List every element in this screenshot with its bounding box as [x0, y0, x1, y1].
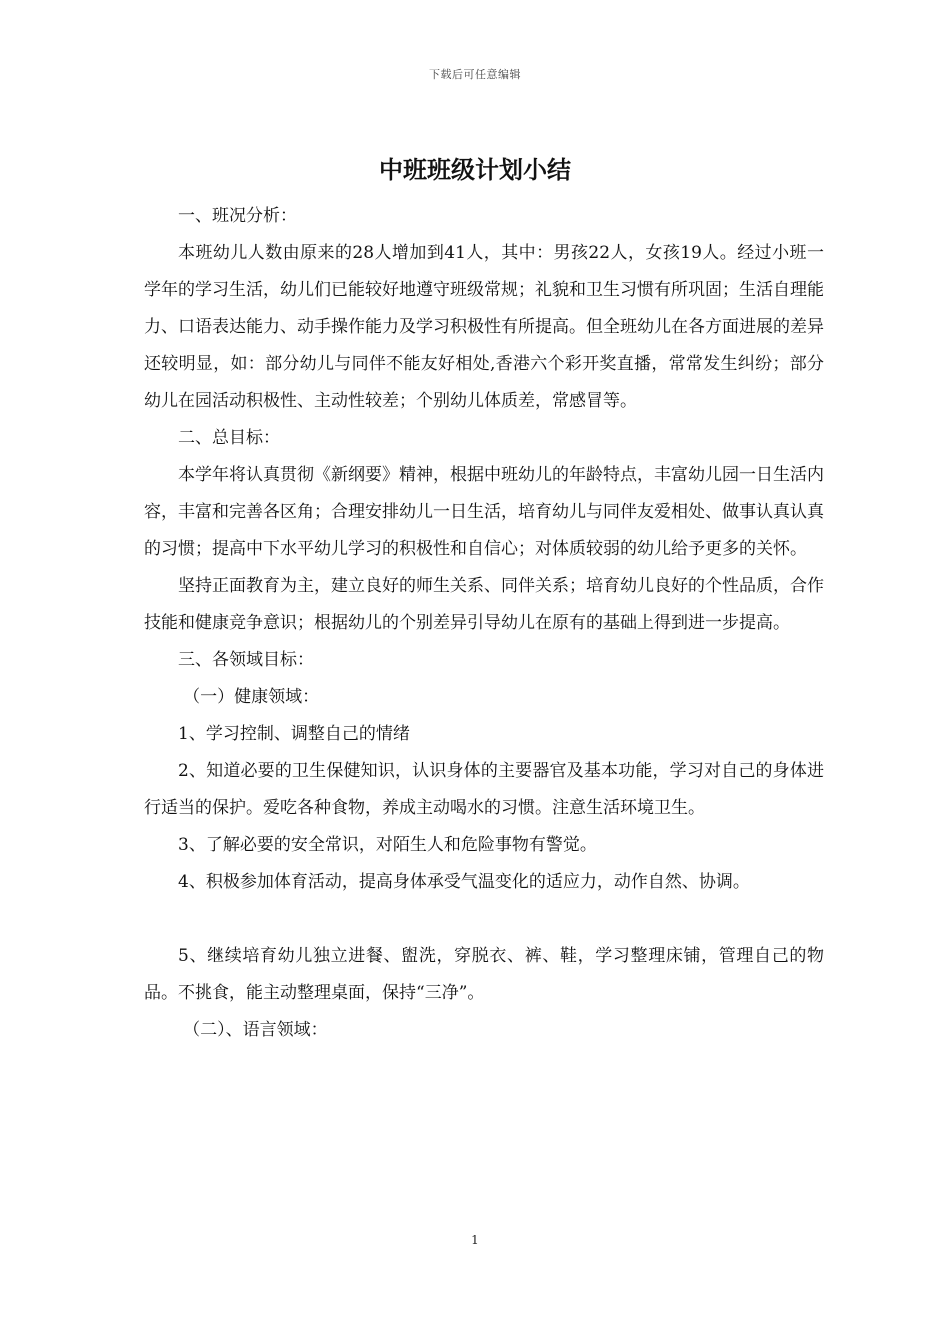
subheading-health-domain: （一）健康领域：	[183, 687, 320, 707]
section-heading-overall-goal: 二、总目标：	[178, 428, 280, 448]
page-number: 1	[471, 1233, 479, 1247]
list-item-health-3: 3、了解必要的安全常识，对陌生人和危险事物有警觉。	[178, 835, 597, 855]
header-note: 下载后可任意编辑	[429, 68, 521, 81]
list-item-health-5: 5、继续培育幼儿独立进餐、盥洗，穿脱衣、裤、鞋，学习整理床铺，管理自己的物品。不挑食，能主动整理桌面，保持“三净”。	[144, 946, 824, 1003]
subheading-language-domain: （二）、语言领域：	[183, 1020, 328, 1040]
paragraph-class-analysis: 本班幼儿人数由原来的28人增加到41人，其中：男孩22人，女孩19人。经过小班一学年的学习生活，幼儿们已能较好地遵守班级常规；礼貌和卫生习惯有所巩固；生活自理能力、口语表达能力、动手操作能力及学习积极性有所提高。但全班幼儿在各方面进展的差异还较明显，如：部分幼儿与同伴不能友好相处,香港六个彩开奖直播，常常发生纠纷；部分幼儿在园活动积极性、主动性较差；个别幼儿体质差，常感冒等。	[144, 243, 824, 411]
list-item-health-1: 1、学习控制、调整自己的情绪	[178, 724, 410, 744]
document-title: 中班班级计划小结	[379, 156, 571, 184]
section-heading-domain-goals: 三、各领域目标：	[178, 650, 314, 670]
document-body	[144, 198, 824, 1049]
list-item-health-2: 2、知道必要的卫生保健知识，认识身体的主要器官及基本功能，学习对自己的身体进行适当的保护。爱吃各种食物，养成主动喝水的习惯。注意生活环境卫生。	[144, 761, 824, 818]
paragraph-positive-education: 坚持正面教育为主，建立良好的师生关系、同伴关系；培育幼儿良好的个性品质，合作技能和健康竞争意识；根据幼儿的个别差异引导幼儿在原有的基础上得到进一步提高。	[144, 576, 824, 633]
paragraph-overall-goal: 本学年将认真贯彻《新纲要》精神，根据中班幼儿的年龄特点，丰富幼儿园一日生活内容，丰富和完善各区角；合理安排幼儿一日生活，培育幼儿与同伴友爱相处、做事认真认真的习惯；提高中下水平幼儿学习的积极性和自信心；对体质较弱的幼儿给予更多的关怀。	[144, 465, 824, 559]
section-heading-class-analysis: 一、班况分析：	[178, 206, 297, 226]
list-item-health-4: 4、积极参加体育活动，提高身体承受气温变化的适应力，动作自然、协调。	[178, 872, 750, 892]
